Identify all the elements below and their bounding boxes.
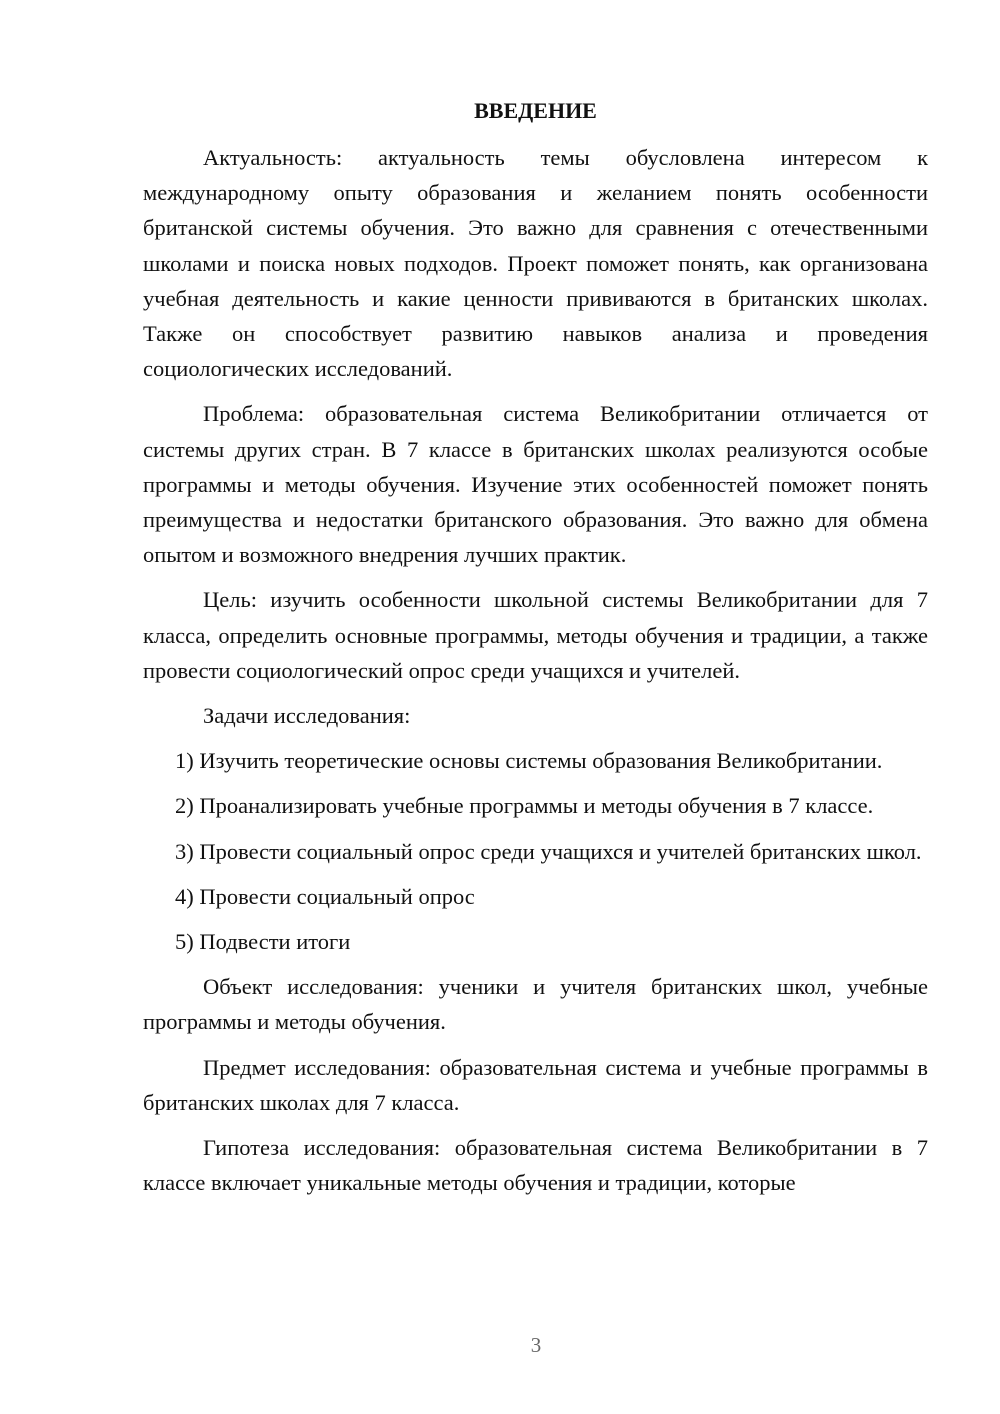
- object-paragraph: Объект исследования: ученики и учителя британских школ, учебные программы и методы обучения.: [143, 974, 928, 1035]
- hypothesis-paragraph: Гипотеза исследования: образовательная система Великобритании в 7 классе включает уникальные методы обучения и традиции, которые: [143, 1135, 928, 1196]
- relevance-paragraph: Актуальность: актуальность темы обусловлена интересом к международному опыту образования и желанием понять особенности британской системы обучения. Это важно для сравнения с отечественными школами и поиска новых подходов. Проект поможет понять, как организована учебная деятельность и какие ценности прививаются в британских школах. Также он способствует развитию навыков анализа и проведения социологических исследований.: [143, 145, 928, 382]
- task-item-2: 2) Проанализировать учебные программы и методы обучения в 7 классе.: [175, 793, 874, 819]
- task-item-3: 3) Провести социальный опрос среди учащихся и учителей британских школ.: [175, 838, 922, 864]
- page-number: 3: [530, 1333, 542, 1357]
- problem-paragraph: Проблема: образовательная система Великобритании отличается от системы других стран. В 7 классе в британских школах реализуются особые программы и методы обучения. Изучение этих особенностей поможет понять преимущества и недостатки британского образования. Это важно для обмена опытом и возможного внедрения лучших практик.: [143, 401, 928, 568]
- tasks-title: Задачи исследования:: [203, 703, 411, 729]
- subject-paragraph: Предмет исследования: образовательная система и учебные программы в британских школах для 7 класса.: [143, 1054, 928, 1115]
- section-heading: ВВЕДЕНИЕ: [474, 98, 597, 123]
- task-item-4: 4) Провести социальный опрос: [175, 883, 475, 909]
- goal-paragraph: Цель: изучить особенности школьной системы Великобритании для 7 класса, определить основные программы, методы обучения и традиции, а также провести социологический опрос среди учащихся и учителей.: [143, 587, 928, 683]
- task-item-5: 5) Подвести итоги: [175, 929, 351, 955]
- document-page: [143, 93, 928, 1210]
- task-item-1: 1) Изучить теоретические основы системы образования Великобритании.: [175, 748, 883, 774]
